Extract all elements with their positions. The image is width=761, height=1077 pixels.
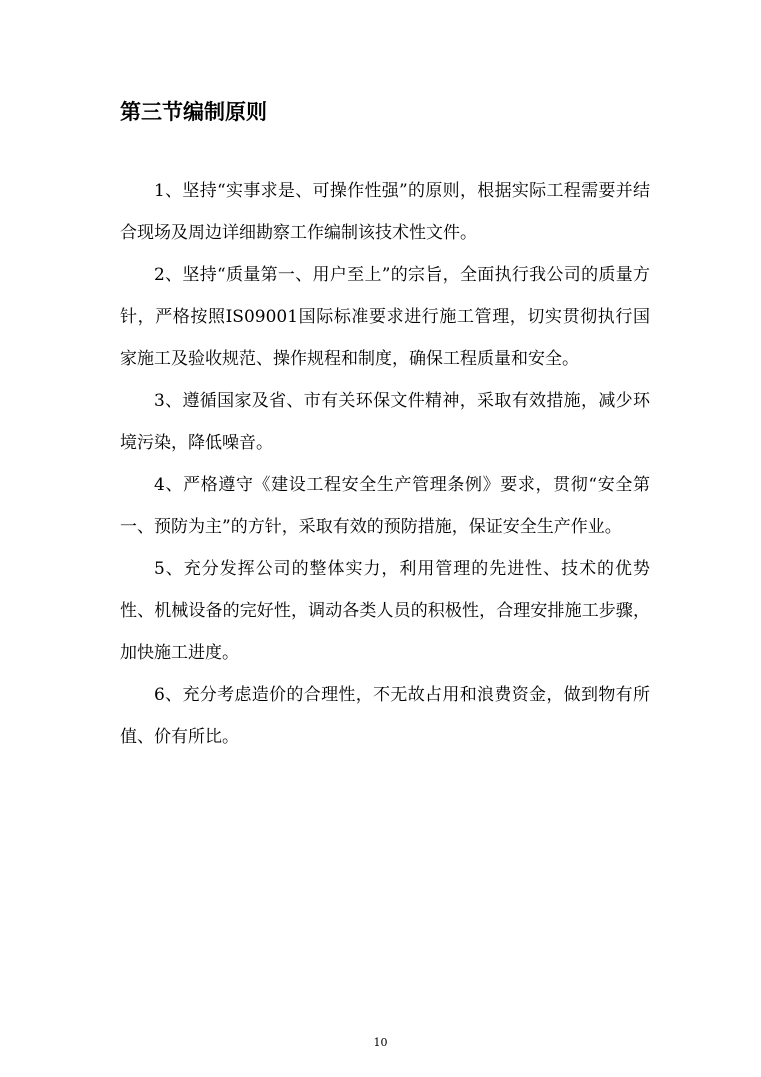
paragraph-principle-2: 2、坚持“质量第一、用户至上”的宗旨，全面执行我公司的质量方针，严格按照IS09001国际标准要求进行施工管理，切实贯彻执行国家施工及验收规范、操作规程和制度，确保工程质量和安全。 <box>120 265 650 369</box>
paragraph-principle-1: 1、坚持“实事求是、可操作性强”的原则，根据实际工程需要并结合现场及周边详细勘察工作编制该技术性文件。 <box>120 181 650 243</box>
paragraph-principle-4: 4、严格遵守《建设工程安全生产管理条例》要求，贯彻“安全第一、预防为主”的方针，采取有效的预防措施，保证安全生产作业。 <box>120 475 650 537</box>
paragraph-principle-3: 3、遵循国家及省、市有关环保文件精神，采取有效措施，减少环境污染，降低噪音。 <box>120 391 650 453</box>
paragraph-principle-6: 6、充分考虑造价的合理性，不无故占用和浪费资金，做到物有所值、价有所比。 <box>120 685 650 747</box>
body-text <box>120 170 650 758</box>
paragraph-principle-5: 5、充分发挥公司的整体实力，利用管理的先进性、技术的优势性、机械设备的完好性，调动各类人员的积极性，合理安排施工步骤，加快施工进度。 <box>120 559 650 663</box>
section-title: 第三节编制原则 <box>120 100 267 124</box>
page-number: 10 <box>373 1036 388 1049</box>
